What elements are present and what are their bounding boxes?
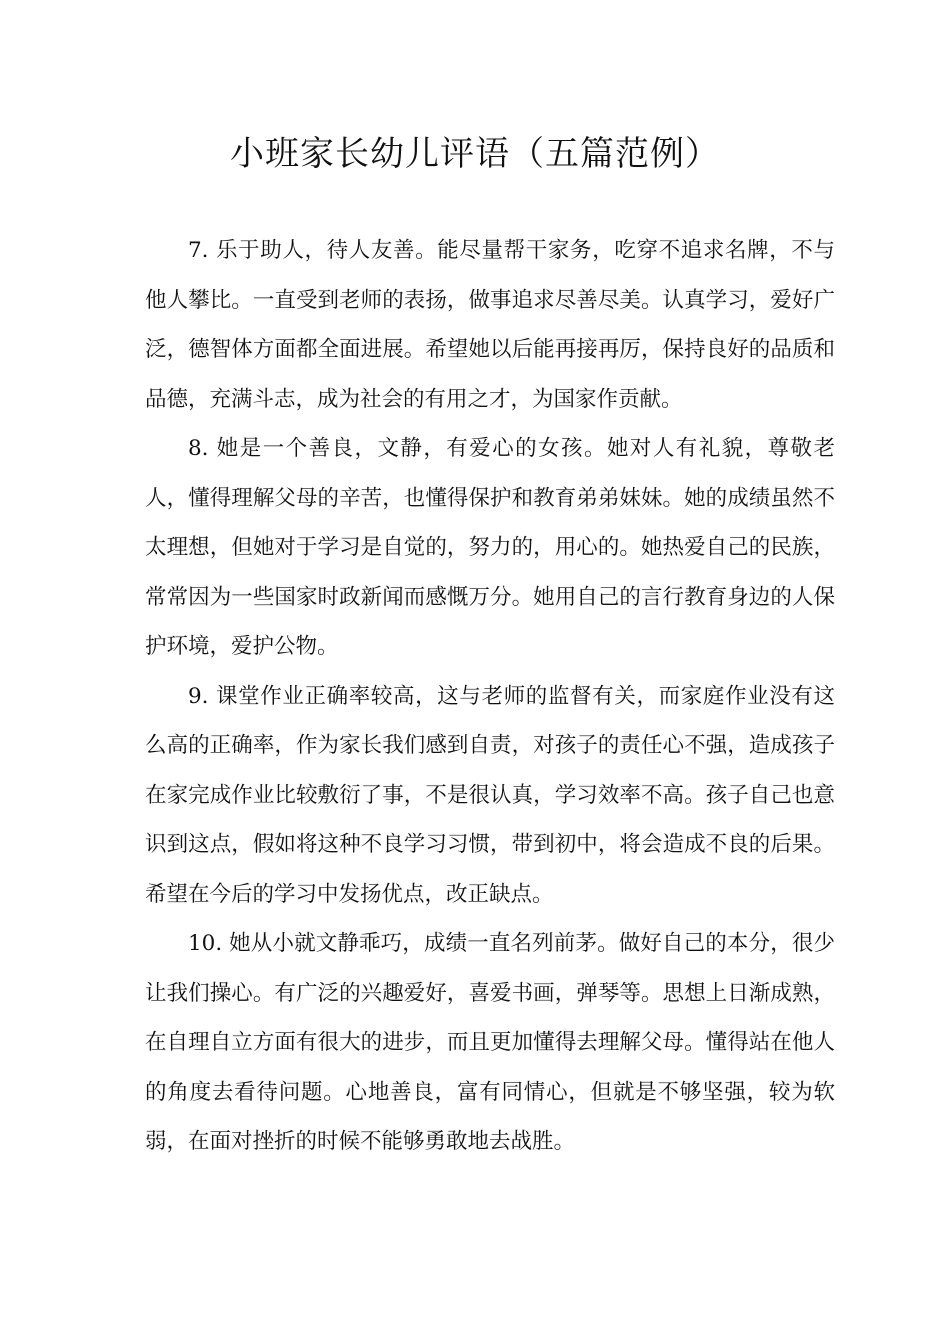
page-title: 小班家长幼儿评语（五篇范例） — [230, 134, 720, 174]
paragraph-8: 8. 她是一个善良，文静，有爱心的女孩。她对人有礼貌，尊敬老人，懂得理解父母的辛苦，也懂得保护和教育弟弟妹妹。她的成绩虽然不太理想，但她对于学习是自觉的，努力的，用心的。她热爱自己的民族，常常因为一些国家时政新闻而感慨万分。她用自己的言行教育身边的人保护环境，爱护公物。 — [145, 436, 835, 659]
document-body — [145, 226, 835, 1167]
paragraph-9: 9. 课堂作业正确率较高，这与老师的监督有关，而家庭作业没有这么高的正确率，作为家长我们感到自责，对孩子的责任心不强，造成孩子在家完成作业比较敷衍了事，不是很认真，学习效率不高。孩子自己也意识到这点，假如将这种不良学习习惯，带到初中，将会造成不良的后果。希望在今后的学习中发扬优点，改正缺点。 — [145, 683, 835, 907]
paragraph-10: 10. 她从小就文静乖巧，成绩一直名列前茅。做好自己的本分，很少让我们操心。有广泛的兴趣爱好，喜爱书画，弹琴等。思想上日渐成熟，在自理自立方面有很大的进步，而且更加懂得去理解父母。懂得站在他人的角度去看待问题。心地善良，富有同情心，但就是不够坚强，较为软弱，在面对挫折的时候不能够勇敢地去战胜。 — [145, 931, 835, 1154]
paragraph-7: 7. 乐于助人，待人友善。能尽量帮干家务，吃穿不追求名牌，不与他人攀比。一直受到老师的表扬，做事追求尽善尽美。认真学习，爱好广泛，德智体方面都全面进展。希望她以后能再接再厉，保持良好的品质和品德，充满斗志，成为社会的有用之才，为国家作贡献。 — [145, 238, 835, 412]
